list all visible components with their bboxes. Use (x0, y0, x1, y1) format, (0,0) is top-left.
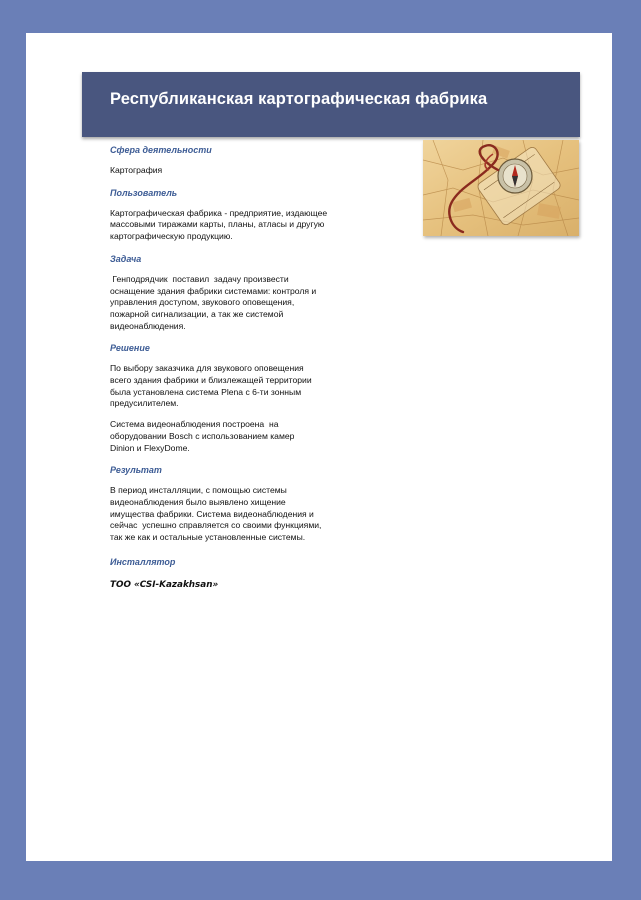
section-heading-solution: Решение (110, 343, 150, 354)
page-title: Республиканская картографическая фабрика (110, 90, 488, 108)
section-heading-task: Задача (110, 253, 142, 264)
section-text-result: В период инсталляции, с помощью системы видеонаблюдения было выявлено хищение имущества фабрики. Система видеонаблюдения и сейчас успешно справляется со своими функциями, так же как и остальные установленные системы. (110, 485, 324, 543)
section-text-activity: Картография (110, 165, 163, 175)
section-text-solution-1: По выбору заказчика для звукового оповещения всего здания фабрики и близлежащей территории была установлена система Plena с 6-ти зонным предусилителем. (110, 363, 312, 409)
section-text-task: Генподрядчик поставил задачу произвести оснащение здания фабрики системами: контроля и управления доступом, звукового оповещения, пожарной сигнализации, а так же системой видеонаблюдения. (110, 273, 319, 331)
section-heading-activity: Сфера деятельности (110, 145, 212, 155)
compass-map-photo (423, 140, 579, 236)
section-heading-result: Результат (110, 465, 162, 476)
section-heading-user: Пользователь (110, 187, 178, 198)
section-text-solution-2: Система видеонаблюдения построена на оборудовании Bosch с использованием камер Dinion и FlexyDome. (110, 419, 297, 453)
section-heading-installer: Инсталлятор (110, 556, 176, 567)
compass-on-map-icon (423, 140, 579, 236)
installer-name: ТОО «CSI-Kazakhsan» (110, 579, 219, 590)
article-body (110, 144, 330, 591)
document-page (26, 33, 612, 861)
title-banner (82, 72, 580, 137)
section-text-user: Картографическая фабрика - предприятие, издающее массовыми тиражами карты, планы, атласы и другую картографическую продукцию. (110, 207, 328, 242)
